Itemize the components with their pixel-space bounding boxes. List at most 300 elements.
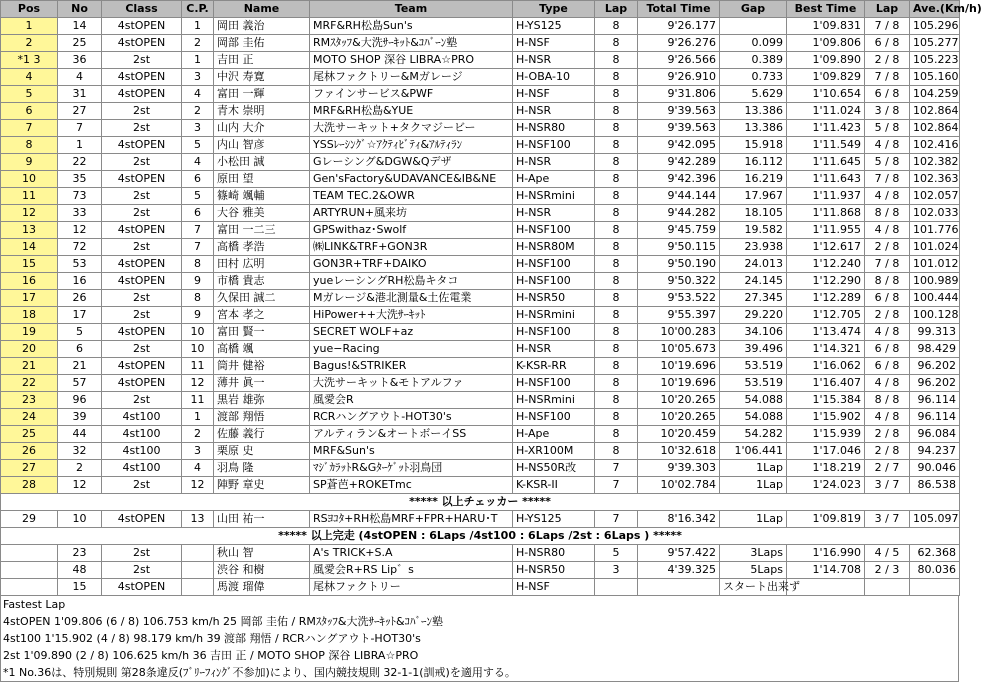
cell-best-lap [865, 579, 910, 596]
cell-no: 23 [58, 545, 102, 562]
cell-best-lap: 6 / 8 [865, 341, 910, 358]
table-row [1, 188, 960, 205]
cell-total-time: 10'20.459 [638, 426, 720, 443]
cell-total-time: 10'05.673 [638, 341, 720, 358]
cell-cp: 11 [182, 358, 214, 375]
cell-team: ARTYRUN+風来坊 [310, 205, 513, 222]
table-row [1, 86, 960, 103]
cell-best-time: 1'12.705 [787, 307, 865, 324]
cell-pos: 5 [1, 86, 58, 103]
cell-cp: 4 [182, 86, 214, 103]
cell-lap: 8 [595, 392, 638, 409]
cell-cp: 6 [182, 205, 214, 222]
table-row [1, 171, 960, 188]
cell-name: 富田 賢一 [214, 324, 310, 341]
cell-team: MOTO SHOP 深谷 LIBRA☆PRO [310, 52, 513, 69]
cell-best-time: 1'15.902 [787, 409, 865, 426]
cell-pos: 16 [1, 273, 58, 290]
cell-best-lap: 6 / 8 [865, 290, 910, 307]
cell-avg-speed: 102.382 [910, 154, 960, 171]
cell-class: 2st [102, 52, 182, 69]
cell-name: 栗原 史 [214, 443, 310, 460]
cell-type: H-Ape [513, 426, 595, 443]
cell-name: 陣野 章史 [214, 477, 310, 494]
cell-class: 4stOPEN [102, 324, 182, 341]
cell-type: H-NSR [513, 52, 595, 69]
table-row [1, 256, 960, 273]
cell-total-time: 9'55.397 [638, 307, 720, 324]
cell-team: 尾林ファクトリー [310, 579, 513, 596]
cell-class: 4st100 [102, 426, 182, 443]
cell-cp: 3 [182, 120, 214, 137]
cell-team: yue−Racing [310, 341, 513, 358]
cell-no: 21 [58, 358, 102, 375]
cell-best-lap: 7 / 8 [865, 18, 910, 35]
cell-lap: 8 [595, 375, 638, 392]
cell-best-time: 1'12.240 [787, 256, 865, 273]
cell-best-time: 1'12.617 [787, 239, 865, 256]
cell-best-time: 1'16.990 [787, 545, 865, 562]
cell-team: MRF&RH松島&YUE [310, 103, 513, 120]
cell-best-lap: 6 / 8 [865, 35, 910, 52]
cell-best-time: 1'09.829 [787, 69, 865, 86]
cell-best-lap: 4 / 8 [865, 409, 910, 426]
cell-lap: 8 [595, 52, 638, 69]
cell-no: 32 [58, 443, 102, 460]
cell-team: RSﾖｺﾀ+RH松島MRF+FPR+HARU･T [310, 511, 513, 528]
cell-pos: 28 [1, 477, 58, 494]
cell-best-lap: 2 / 8 [865, 239, 910, 256]
col-header-lap: Lap [595, 1, 638, 18]
col-header-cp: C.P. [182, 1, 214, 18]
cell-best-lap: 5 / 8 [865, 154, 910, 171]
cell-no: 4 [58, 69, 102, 86]
cell-pos: 26 [1, 443, 58, 460]
cell-cp: 9 [182, 273, 214, 290]
cell-class: 4stOPEN [102, 171, 182, 188]
cell-pos [1, 562, 58, 579]
cell-name: 中沢 寿寛 [214, 69, 310, 86]
cell-name: 大谷 雅美 [214, 205, 310, 222]
cell-gap: 5.629 [720, 86, 787, 103]
cell-gap: スタート出来ず [720, 579, 787, 596]
cell-total-time: 9'26.177 [638, 18, 720, 35]
cell-avg-speed: 105.296 [910, 18, 960, 35]
col-header-gap: Gap [720, 1, 787, 18]
col-header-team: Team [310, 1, 513, 18]
cell-best-time: 1'16.407 [787, 375, 865, 392]
cell-pos: 4 [1, 69, 58, 86]
fastest-lap-4stopen: 4stOPEN 1'09.806 (6 / 8) 106.753 km/h 25 岡部 圭佑 / RMｽﾀｯﾌ&大洗ｻｰｷｯﾄ&ｺﾊﾞｰﾝ塾 [3, 615, 444, 628]
cell-total-time: 10'02.784 [638, 477, 720, 494]
cell-pos: 11 [1, 188, 58, 205]
cell-class: 4stOPEN [102, 579, 182, 596]
cell-total-time: 9'50.115 [638, 239, 720, 256]
table-row [1, 477, 960, 494]
cell-total-time: 9'31.806 [638, 86, 720, 103]
cell-cp: 8 [182, 290, 214, 307]
cell-best-time: 1'09.806 [787, 35, 865, 52]
cell-cp: 2 [182, 35, 214, 52]
cell-gap: 5Laps [720, 562, 787, 579]
table-row [1, 222, 960, 239]
cell-best-time: 1'17.046 [787, 443, 865, 460]
cell-team: アルティラン&オートボーイSS [310, 426, 513, 443]
table-row [1, 562, 960, 579]
cell-best-lap: 4 / 8 [865, 188, 910, 205]
cell-lap: 7 [595, 477, 638, 494]
cell-class: 2st [102, 307, 182, 324]
cell-name: 高橋 颯 [214, 341, 310, 358]
cell-name: 黒岩 雄弥 [214, 392, 310, 409]
cell-avg-speed: 99.313 [910, 324, 960, 341]
cell-best-time: 1'14.708 [787, 562, 865, 579]
banner-text: ***** 以上チェッカー ***** [1, 494, 960, 511]
table-row [1, 52, 960, 69]
table-row [1, 205, 960, 222]
table-row [1, 273, 960, 290]
cell-lap: 8 [595, 239, 638, 256]
cell-best-lap: 6 / 8 [865, 358, 910, 375]
cell-type: H-NS50R改 [513, 460, 595, 477]
cell-gap: 16.112 [720, 154, 787, 171]
cell-best-lap: 8 / 8 [865, 392, 910, 409]
cell-type: H-NSR80 [513, 120, 595, 137]
cell-class: 2st [102, 477, 182, 494]
table-row [1, 239, 960, 256]
cell-avg-speed: 104.259 [910, 86, 960, 103]
cell-avg-speed: 94.237 [910, 443, 960, 460]
cell-gap: 3Laps [720, 545, 787, 562]
cell-pos: 18 [1, 307, 58, 324]
cell-class: 4stOPEN [102, 273, 182, 290]
cell-name: 渋谷 和樹 [214, 562, 310, 579]
table-row [1, 18, 960, 35]
cell-no: 36 [58, 52, 102, 69]
cell-lap: 8 [595, 426, 638, 443]
table-row [1, 409, 960, 426]
cell-avg-speed: 62.368 [910, 545, 960, 562]
cell-lap: 8 [595, 188, 638, 205]
cell-team: Gen'sFactory&UDAVANCE&IB&NE [310, 171, 513, 188]
cell-cp: 12 [182, 375, 214, 392]
cell-name: 宮本 孝之 [214, 307, 310, 324]
cell-cp: 7 [182, 239, 214, 256]
cell-class: 2st [102, 103, 182, 120]
cell-total-time: 10'00.283 [638, 324, 720, 341]
cell-name: 筒井 健裕 [214, 358, 310, 375]
cell-total-time: 9'50.322 [638, 273, 720, 290]
cell-gap: 34.106 [720, 324, 787, 341]
cell-name: 富田 一輝 [214, 86, 310, 103]
cell-gap: 27.345 [720, 290, 787, 307]
cell-team: ㈱LINK&TRF+GON3R [310, 239, 513, 256]
cell-lap: 8 [595, 443, 638, 460]
cell-team: 大洗サーキット&モトアルファ [310, 375, 513, 392]
cell-gap: 18.105 [720, 205, 787, 222]
col-header-name: Name [214, 1, 310, 18]
table-row [1, 324, 960, 341]
cell-pos: 9 [1, 154, 58, 171]
cell-team: A's TRICK+S.A [310, 545, 513, 562]
cell-type: H-NSR [513, 341, 595, 358]
col-header-pos: Pos [1, 1, 58, 18]
cell-cp: 7 [182, 222, 214, 239]
cell-gap: 39.496 [720, 341, 787, 358]
cell-total-time: 9'39.563 [638, 120, 720, 137]
cell-lap: 8 [595, 18, 638, 35]
col-header-class: Class [102, 1, 182, 18]
cell-total-time: 9'44.144 [638, 188, 720, 205]
cell-type: H-XR100M [513, 443, 595, 460]
cell-type: H-NSR [513, 103, 595, 120]
cell-best-lap: 2 / 3 [865, 562, 910, 579]
fastest-lap-title: Fastest Lap [3, 598, 66, 611]
cell-lap: 8 [595, 171, 638, 188]
cell-best-time: 1'12.289 [787, 290, 865, 307]
cell-gap: 0.733 [720, 69, 787, 86]
cell-lap: 8 [595, 86, 638, 103]
cell-gap: 1Lap [720, 477, 787, 494]
cell-lap: 8 [595, 358, 638, 375]
cell-avg-speed: 86.538 [910, 477, 960, 494]
cell-type: H-NSRmini [513, 392, 595, 409]
cell-cp: 3 [182, 69, 214, 86]
cell-class: 2st [102, 392, 182, 409]
cell-pos [1, 545, 58, 562]
cell-team: TEAM TEC.2&OWR [310, 188, 513, 205]
cell-team: 大洗サーキット+タクマジービー [310, 120, 513, 137]
cell-class: 4st100 [102, 443, 182, 460]
cell-best-lap: 2 / 7 [865, 460, 910, 477]
cell-class: 4stOPEN [102, 358, 182, 375]
cell-name: 岡部 圭佑 [214, 35, 310, 52]
cell-no: 44 [58, 426, 102, 443]
cell-avg-speed: 100.989 [910, 273, 960, 290]
cell-team: ﾏｼﾞｶﾗｯﾄR&Gﾀｰｹﾞｯﾄ羽鳥団 [310, 460, 513, 477]
cell-best-lap: 3 / 7 [865, 477, 910, 494]
cell-total-time [638, 579, 720, 596]
cell-pos: 25 [1, 426, 58, 443]
cell-no: 10 [58, 511, 102, 528]
cell-gap: 24.013 [720, 256, 787, 273]
cell-pos: 24 [1, 409, 58, 426]
cell-total-time: 9'26.910 [638, 69, 720, 86]
table-row [1, 392, 960, 409]
cell-best-lap: 6 / 8 [865, 86, 910, 103]
cell-name: 小松田 誠 [214, 154, 310, 171]
cell-total-time: 9'42.396 [638, 171, 720, 188]
cell-lap: 8 [595, 154, 638, 171]
cell-total-time: 10'19.696 [638, 375, 720, 392]
cell-best-time: 1'11.643 [787, 171, 865, 188]
col-header-total-time: Total Time [638, 1, 720, 18]
cell-cp: 10 [182, 324, 214, 341]
cell-gap: 15.918 [720, 137, 787, 154]
cell-cp [182, 545, 214, 562]
cell-class: 2st [102, 239, 182, 256]
banner-row [1, 494, 960, 511]
cell-class: 2st [102, 120, 182, 137]
cell-lap: 8 [595, 324, 638, 341]
cell-cp: 3 [182, 443, 214, 460]
cell-avg-speed: 105.097 [910, 511, 960, 528]
cell-lap: 8 [595, 256, 638, 273]
cell-avg-speed: 80.036 [910, 562, 960, 579]
cell-cp: 8 [182, 256, 214, 273]
cell-best-lap: 4 / 8 [865, 222, 910, 239]
cell-best-time: 1'09.819 [787, 511, 865, 528]
cell-cp: 1 [182, 52, 214, 69]
cell-no: 26 [58, 290, 102, 307]
cell-class: 2st [102, 188, 182, 205]
cell-no: 39 [58, 409, 102, 426]
cell-name: 吉田 正 [214, 52, 310, 69]
cell-no: 57 [58, 375, 102, 392]
cell-class: 4stOPEN [102, 86, 182, 103]
cell-class: 2st [102, 205, 182, 222]
cell-type: H-NSF100 [513, 256, 595, 273]
cell-cp: 5 [182, 188, 214, 205]
cell-best-time: 1'15.939 [787, 426, 865, 443]
cell-type: K-KSR-II [513, 477, 595, 494]
cell-total-time: 4'39.325 [638, 562, 720, 579]
table-row [1, 358, 960, 375]
banner-text: ***** 以上完走 (4stOPEN : 6Laps /4st100 : 6Laps /2st : 6Laps ) ***** [1, 528, 960, 545]
cell-name: 久保田 誠二 [214, 290, 310, 307]
cell-cp: 12 [182, 477, 214, 494]
cell-cp: 1 [182, 18, 214, 35]
cell-best-time: 1'10.654 [787, 86, 865, 103]
cell-lap: 8 [595, 137, 638, 154]
cell-pos: 20 [1, 341, 58, 358]
cell-cp: 4 [182, 154, 214, 171]
cell-cp: 13 [182, 511, 214, 528]
cell-pos: 8 [1, 137, 58, 154]
cell-name: 岡田 義治 [214, 18, 310, 35]
cell-pos: 21 [1, 358, 58, 375]
cell-type: H-NSF [513, 86, 595, 103]
cell-type: H-YS125 [513, 511, 595, 528]
cell-name: 渡部 翔悟 [214, 409, 310, 426]
cell-best-lap: 2 / 8 [865, 52, 910, 69]
cell-gap: 0.099 [720, 35, 787, 52]
cell-type: H-NSF100 [513, 222, 595, 239]
cell-no: 27 [58, 103, 102, 120]
cell-class: 4stOPEN [102, 137, 182, 154]
cell-class: 2st [102, 562, 182, 579]
table-row [1, 120, 960, 137]
cell-lap: 8 [595, 290, 638, 307]
cell-cp: 11 [182, 392, 214, 409]
cell-avg-speed: 96.202 [910, 375, 960, 392]
table-row [1, 511, 960, 528]
cell-lap: 8 [595, 307, 638, 324]
cell-avg-speed: 98.429 [910, 341, 960, 358]
cell-pos: 22 [1, 375, 58, 392]
cell-lap: 8 [595, 120, 638, 137]
cell-cp: 2 [182, 103, 214, 120]
cell-best-time: 1'15.384 [787, 392, 865, 409]
cell-gap: 53.519 [720, 375, 787, 392]
cell-pos: 14 [1, 239, 58, 256]
cell-no: 35 [58, 171, 102, 188]
cell-cp: 5 [182, 137, 214, 154]
cell-cp: 6 [182, 171, 214, 188]
cell-pos: 15 [1, 256, 58, 273]
cell-best-lap: 2 / 8 [865, 443, 910, 460]
col-header-best-time: Best Time [787, 1, 865, 18]
col-header-type: Type [513, 1, 595, 18]
cell-no: 15 [58, 579, 102, 596]
table-row [1, 154, 960, 171]
cell-team: MRF&RH松島Sun's [310, 18, 513, 35]
cell-name: 佐藤 義行 [214, 426, 310, 443]
cell-avg-speed: 102.416 [910, 137, 960, 154]
cell-class: 4stOPEN [102, 375, 182, 392]
cell-name: 青木 崇明 [214, 103, 310, 120]
cell-best-time: 1'11.868 [787, 205, 865, 222]
cell-total-time: 9'53.522 [638, 290, 720, 307]
cell-cp: 2 [182, 426, 214, 443]
cell-best-lap: 4 / 8 [865, 137, 910, 154]
cell-no: 6 [58, 341, 102, 358]
cell-avg-speed: 102.057 [910, 188, 960, 205]
cell-avg-speed: 105.160 [910, 69, 960, 86]
cell-best-lap: 3 / 7 [865, 511, 910, 528]
cell-type: H-OBA-10 [513, 69, 595, 86]
cell-type: H-NSF100 [513, 137, 595, 154]
cell-total-time: 9'39.303 [638, 460, 720, 477]
cell-team: Bagus!&STRIKER [310, 358, 513, 375]
cell-class: 4stOPEN [102, 256, 182, 273]
cell-total-time: 10'19.696 [638, 358, 720, 375]
cell-type: K-KSR-RR [513, 358, 595, 375]
cell-team: 風愛会R [310, 392, 513, 409]
banner-row [1, 528, 960, 545]
table-row [1, 137, 960, 154]
cell-lap: 8 [595, 222, 638, 239]
cell-team: Gレーシング&DGW&Qデザ [310, 154, 513, 171]
cell-gap: 0.389 [720, 52, 787, 69]
cell-lap: 8 [595, 341, 638, 358]
cell-lap: 8 [595, 103, 638, 120]
cell-total-time: 9'42.095 [638, 137, 720, 154]
cell-best-time: 1'24.023 [787, 477, 865, 494]
cell-lap: 7 [595, 511, 638, 528]
cell-gap [720, 18, 787, 35]
cell-no: 1 [58, 137, 102, 154]
cell-lap: 8 [595, 69, 638, 86]
table-row [1, 35, 960, 52]
cell-team: RCRハングアウト-HOT30's [310, 409, 513, 426]
cell-total-time: 8'16.342 [638, 511, 720, 528]
cell-pos [1, 579, 58, 596]
cell-no: 2 [58, 460, 102, 477]
cell-lap: 8 [595, 273, 638, 290]
cell-gap: 53.519 [720, 358, 787, 375]
cell-gap: 54.088 [720, 392, 787, 409]
cell-best-lap: 7 / 8 [865, 171, 910, 188]
cell-team: Mガレージ&港北測量&土佐電業 [310, 290, 513, 307]
cell-best-lap: 7 / 8 [865, 256, 910, 273]
cell-lap [595, 579, 638, 596]
cell-gap: 13.386 [720, 120, 787, 137]
cell-name: 秋山 智 [214, 545, 310, 562]
cell-class: 4st100 [102, 409, 182, 426]
table-row [1, 290, 960, 307]
table-row [1, 103, 960, 120]
